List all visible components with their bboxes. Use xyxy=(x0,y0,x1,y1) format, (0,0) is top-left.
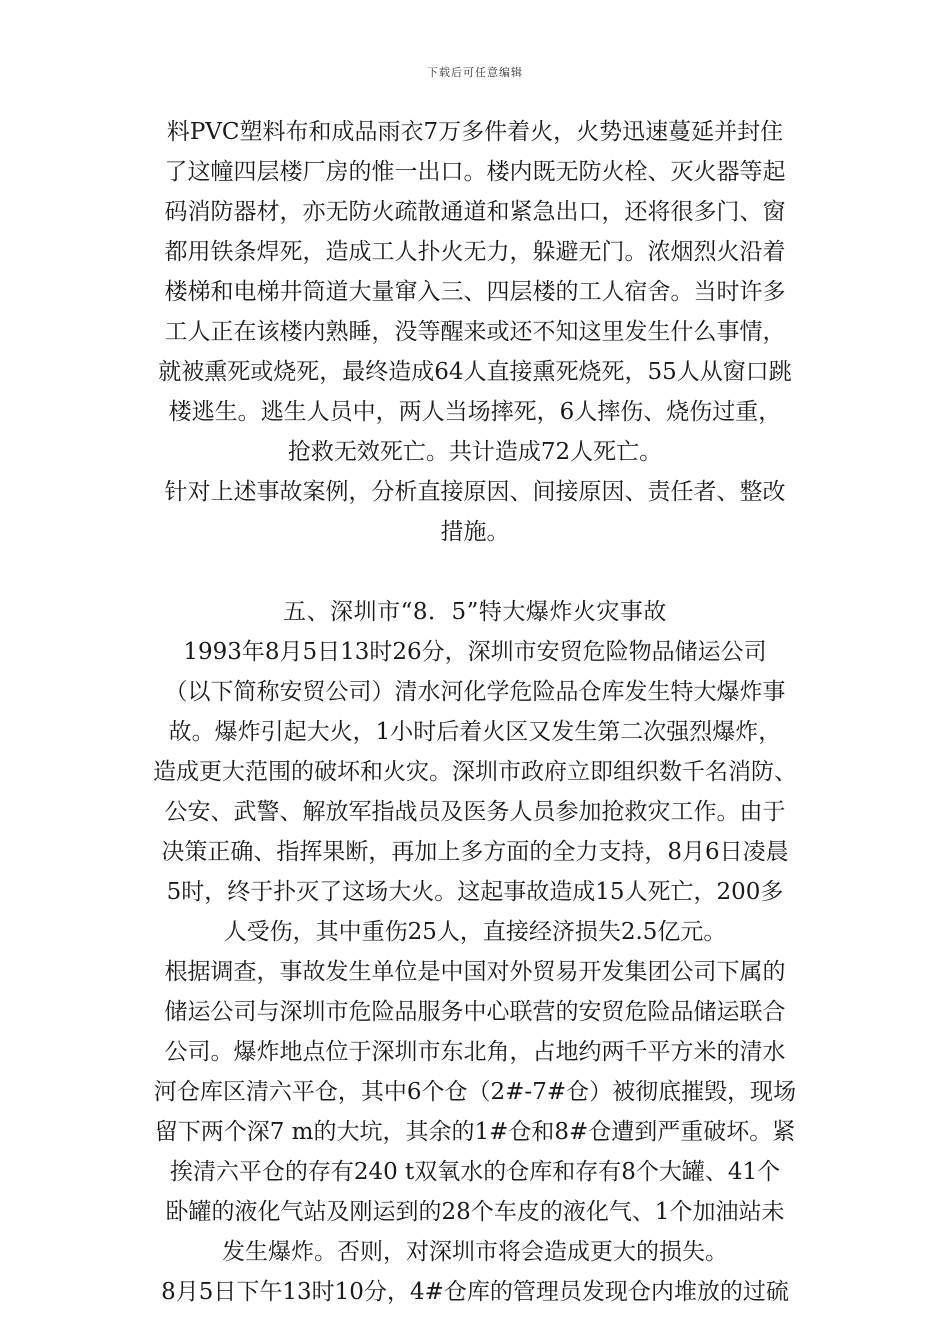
text-line: 了这幢四层楼厂房的惟一出口。楼内既无防火栓、灭火器等起 xyxy=(164,159,786,185)
text-line: 码消防器材，亦无防火疏散通道和紧急出口，还将很多门、窗 xyxy=(164,199,786,225)
page-header-note: 下载后可任意编辑 xyxy=(427,66,523,79)
text-line: 8月5日下午13时10分，4#仓库的管理员发现仓内堆放的过硫 xyxy=(161,1279,789,1305)
text-line: 根据调查，事故发生单位是中国对外贸易开发集团公司下属的 xyxy=(164,959,786,985)
text-line: 发生爆炸。否则，对深圳市将会造成更大的损失。 xyxy=(222,1239,728,1265)
section-5-title: 五、深圳市“8．5”特大爆炸火灾事故 xyxy=(283,599,667,625)
text-line: 挨清六平仓的存有240 t双氧水的仓库和存有8个大罐、41个 xyxy=(169,1159,781,1185)
text-line: 故。爆炸引起大火，1小时后着火区又发生第二次强烈爆炸， xyxy=(168,719,782,745)
task-paragraph xyxy=(130,472,820,552)
text-line: 楼逃生。逃生人员中，两人当场摔死，6人摔伤、烧伤过重， xyxy=(168,399,782,425)
paragraph-gap xyxy=(130,552,820,592)
text-line: 人受伤，其中重伤25人，直接经济损失2.5亿元。 xyxy=(223,919,727,945)
text-line: 1993年8月5日13时26分，深圳市安贸危险物品储运公司 xyxy=(183,639,767,665)
text-line: 留下两个深7 m的大坑，其余的1#仓和8#仓遭到严重破坏。紧 xyxy=(154,1119,796,1145)
section-5-paragraph-3 xyxy=(130,1272,820,1312)
text-line: 公司。爆炸地点位于深圳市东北角，占地约两千平方米的清水 xyxy=(164,1039,786,1065)
section-1-paragraph xyxy=(130,112,820,472)
text-line: 5时，终于扑灭了这场大火。这起事故造成15人死亡，200多 xyxy=(166,879,784,905)
text-line: 楼梯和电梯井筒道大量窜入三、四层楼的工人宿舍。当时许多 xyxy=(164,279,786,305)
text-line: （以下简称安贸公司）清水河化学危险品仓库发生特大爆炸事 xyxy=(164,679,786,705)
text-line: 都用铁条焊死，造成工人扑火无力，躲避无门。浓烟烈火沿着 xyxy=(164,239,786,265)
text-line: 储运公司与深圳市危险品服务中心联营的安贸危险品储运联合 xyxy=(164,999,786,1025)
section-5-paragraph-2 xyxy=(130,952,820,1272)
text-line: 措施。 xyxy=(440,519,510,545)
text-line: 造成更大范围的破坏和火灾。深圳市政府立即组织数千名消防、 xyxy=(153,759,797,785)
text-line: 料PVC塑料布和成品雨衣7万多件着火，火势迅速蔓延并封住 xyxy=(166,119,784,145)
text-line: 卧罐的液化气站及刚运到的28个车皮的液化气、1个加油站未 xyxy=(165,1199,785,1225)
text-line: 针对上述事故案例，分析直接原因、间接原因、责任者、整改 xyxy=(164,479,786,505)
text-line: 工人正在该楼内熟睡，没等醒来或还不知这里发生什么事情， xyxy=(164,319,786,345)
document-body xyxy=(130,112,820,1312)
text-line: 抢救无效死亡。共计造成72人死亡。 xyxy=(287,439,663,465)
section-5-paragraph-1 xyxy=(130,632,820,952)
text-line: 决策正确、指挥果断，再加上多方面的全力支持，8月6日凌晨 xyxy=(161,839,789,865)
text-line: 就被熏死或烧死，最终造成64人直接熏死烧死，55人从窗口跳 xyxy=(158,359,792,385)
text-line: 河仓库区清六平仓，其中6个仓（2#-7#仓）被彻底摧毁，现场 xyxy=(153,1079,797,1105)
text-line: 公安、武警、解放军指战员及医务人员参加抢救灾工作。由于 xyxy=(164,799,786,825)
